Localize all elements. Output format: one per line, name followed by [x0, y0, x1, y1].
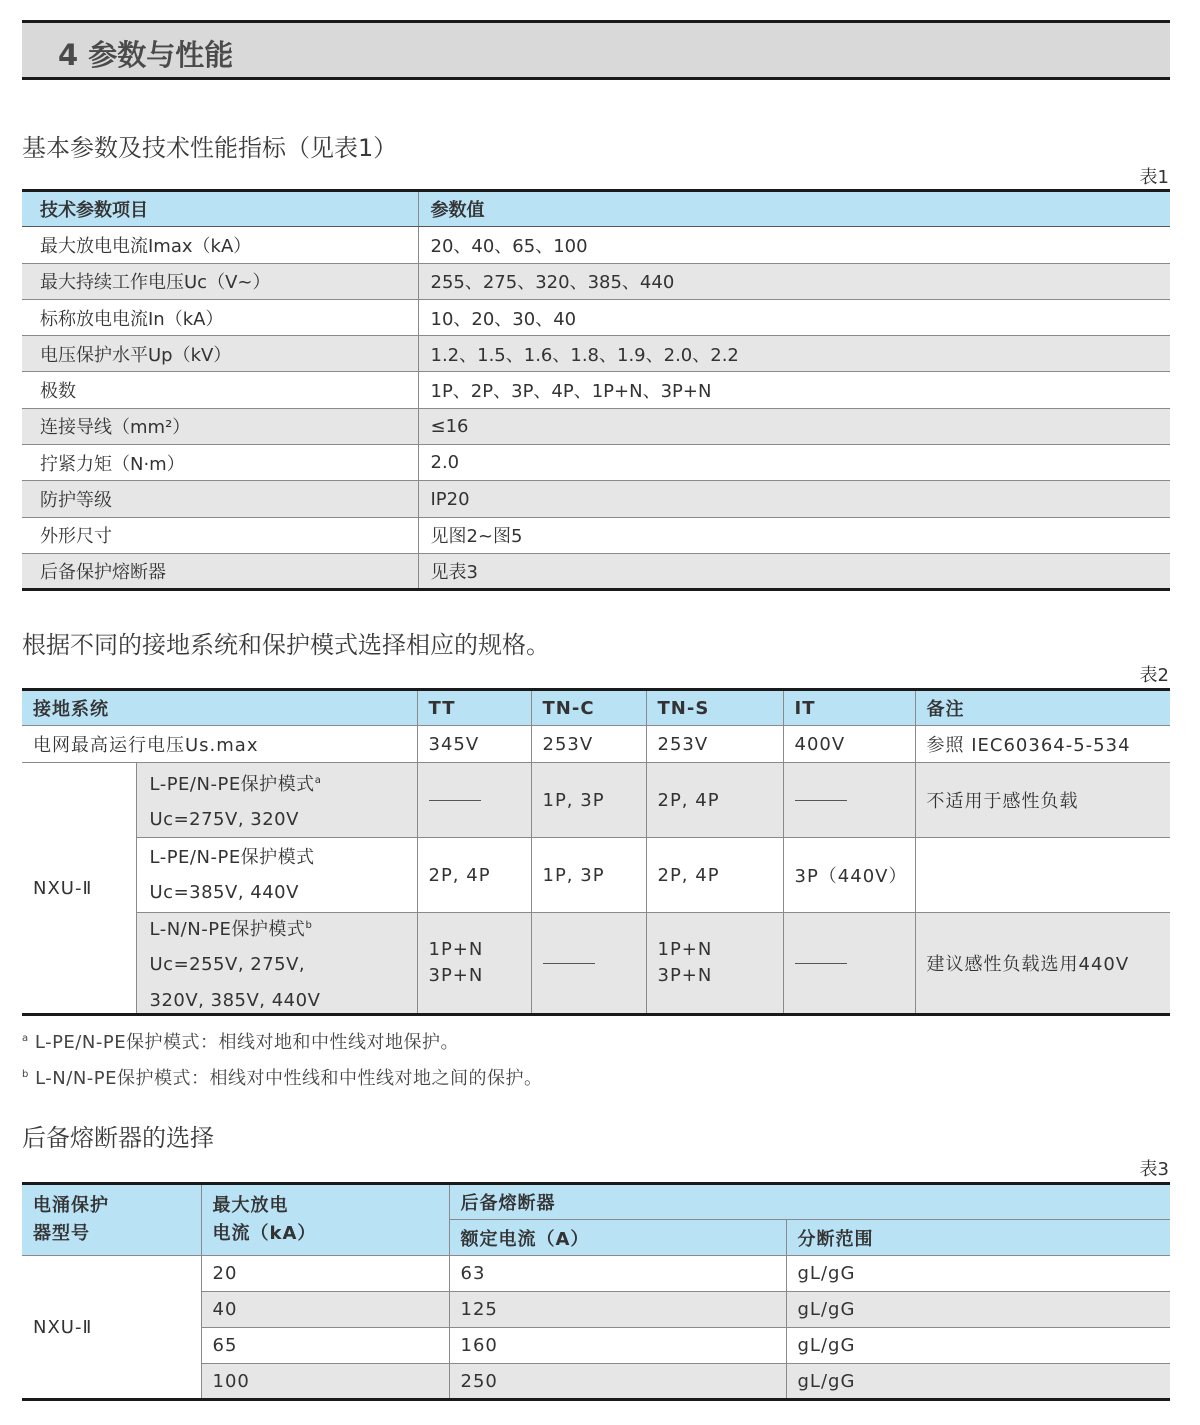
param-name: 防护等级 [22, 481, 418, 517]
param-value: 2.0 [418, 445, 1170, 481]
column-header: IT [783, 690, 915, 726]
cell-tns: 2P, 4P [646, 838, 783, 913]
param-name: 连接导线（mm²） [22, 408, 418, 444]
cell-tnc: 253V [531, 726, 646, 763]
param-value: 10、20、30、40 [418, 299, 1170, 335]
column-header-rated-current: 额定电流（A） [449, 1220, 786, 1256]
table-header-row [22, 1184, 1170, 1220]
param-value: 见图2~图5 [418, 517, 1170, 553]
column-header: TN-S [646, 690, 783, 726]
table2-heading: 根据不同的接地系统和保护模式选择相应的规格。 [22, 631, 550, 659]
cell-imax: 100 [201, 1364, 449, 1400]
table-row [22, 1256, 1170, 1292]
footnote-b: $^b$ L-N/N-PE保护模式：相线对中性线和中性线对地之间的保护。 [22, 1068, 543, 1089]
table-row [22, 763, 1170, 838]
param-value: IP20 [418, 481, 1170, 517]
param-value: 1P、2P、3P、4P、1P+N、3P+N [418, 372, 1170, 408]
table-row [22, 299, 1170, 335]
cell-breaking-range: gL/gG [786, 1256, 1170, 1292]
column-header: 接地系统 [22, 690, 417, 726]
protection-mode: L-PE/N-PE保护模式$^a$ Uc=275V, 320V [136, 763, 417, 838]
cell-tns: 1P+N 3P+N [646, 913, 783, 1015]
cell-breaking-range: gL/gG [786, 1328, 1170, 1364]
param-value: 20、40、65、100 [418, 227, 1170, 263]
cell-breaking-range: gL/gG [786, 1292, 1170, 1328]
table-row [22, 726, 1170, 763]
cell-tt: 1P+N 3P+N [417, 913, 531, 1015]
cell-tnc [531, 913, 646, 1015]
cell-rated-current: 63 [449, 1256, 786, 1292]
column-header-imax: 最大放电 电流（kA） [201, 1184, 449, 1256]
param-value: ≤16 [418, 408, 1170, 444]
table-row [22, 372, 1170, 408]
table-header-row [22, 690, 1170, 726]
footnote-a: $^a$ L-PE/N-PE保护模式：相线对地和中性线对地保护。 [22, 1032, 460, 1053]
cell-tns: 253V [646, 726, 783, 763]
cell-tnc: 1P, 3P [531, 763, 646, 838]
cell-tt: 2P, 4P [417, 838, 531, 913]
param-name: 外形尺寸 [22, 517, 418, 553]
table1-number: 表1 [1139, 167, 1169, 188]
dash-line [429, 800, 481, 801]
cell-it: 400V [783, 726, 915, 763]
table-row [22, 838, 1170, 913]
table-row [22, 336, 1170, 372]
backup-fuse-table [22, 1182, 1170, 1401]
cell-tt [417, 763, 531, 838]
cell-tns: 2P, 4P [646, 763, 783, 838]
cell-tnc: 1P, 3P [531, 838, 646, 913]
column-header-model: 电涌保护 器型号 [22, 1184, 201, 1256]
table-row [22, 445, 1170, 481]
table-row [22, 263, 1170, 299]
param-name: 极数 [22, 372, 418, 408]
param-value: 255、275、320、385、440 [418, 263, 1170, 299]
table2-number: 表2 [1139, 665, 1169, 686]
table-row [22, 553, 1170, 589]
cell-note: 参照 IEC60364-5-534 [915, 726, 1170, 763]
cell-breaking-range: gL/gG [786, 1364, 1170, 1400]
cell-imax: 40 [201, 1292, 449, 1328]
parameters-table [22, 189, 1170, 591]
section-title: 4 参数与性能 [58, 38, 234, 72]
table-header-row [22, 191, 1170, 227]
cell-note: 建议感性负载选用440V [915, 913, 1170, 1015]
column-header: 技术参数项目 [22, 191, 418, 227]
table-row [22, 408, 1170, 444]
column-header-fuse: 后备熔断器 [449, 1184, 1170, 1220]
param-name: 后备保护熔断器 [22, 553, 418, 589]
table3-heading: 后备熔断器的选择 [22, 1124, 214, 1152]
param-name: 最大持续工作电压Uc（V~） [22, 263, 418, 299]
cell-rated-current: 160 [449, 1328, 786, 1364]
system-model: NXU-Ⅱ [22, 763, 136, 1015]
cell-rated-current: 125 [449, 1292, 786, 1328]
dash-line [543, 963, 595, 964]
cell-note: 不适用于感性负载 [915, 763, 1170, 838]
row-label: 电网最高运行电压Us.max [22, 726, 417, 763]
cell-tt: 345V [417, 726, 531, 763]
param-name: 标称放电电流In（kA） [22, 299, 418, 335]
table3-number: 表3 [1139, 1159, 1169, 1180]
cell-it: 3P（440V） [783, 838, 915, 913]
cell-imax: 20 [201, 1256, 449, 1292]
cell-rated-current: 250 [449, 1364, 786, 1400]
param-value: 见表3 [418, 553, 1170, 589]
param-name: 电压保护水平Up（kV） [22, 336, 418, 372]
table-row [22, 227, 1170, 263]
param-name: 拧紧力矩（N·m） [22, 445, 418, 481]
column-header: TT [417, 690, 531, 726]
protection-mode: L-PE/N-PE保护模式 Uc=385V, 440V [136, 838, 417, 913]
column-header: 参数值 [418, 191, 1170, 227]
column-header: TN-C [531, 690, 646, 726]
cell-imax: 65 [201, 1328, 449, 1364]
table-row [22, 517, 1170, 553]
dash-line [795, 963, 847, 964]
protection-mode: L-N/N-PE保护模式$^b$ Uc=255V, 275V, 320V, 385V, 440V [136, 913, 417, 1015]
surge-model: NXU-Ⅱ [22, 1256, 201, 1400]
table-row [22, 481, 1170, 517]
cell-it [783, 763, 915, 838]
param-value: 1.2、1.5、1.6、1.8、1.9、2.0、2.2 [418, 336, 1170, 372]
column-header: 备注 [915, 690, 1170, 726]
grounding-system-table [22, 688, 1170, 1016]
cell-it [783, 913, 915, 1015]
column-header-breaking-range: 分断范围 [786, 1220, 1170, 1256]
table-row [22, 913, 1170, 1015]
dash-line [795, 800, 847, 801]
param-name: 最大放电电流Imax（kA） [22, 227, 418, 263]
section-header [22, 20, 1170, 80]
cell-note [915, 838, 1170, 913]
table1-heading: 基本参数及技术性能指标（见表1） [22, 134, 398, 162]
